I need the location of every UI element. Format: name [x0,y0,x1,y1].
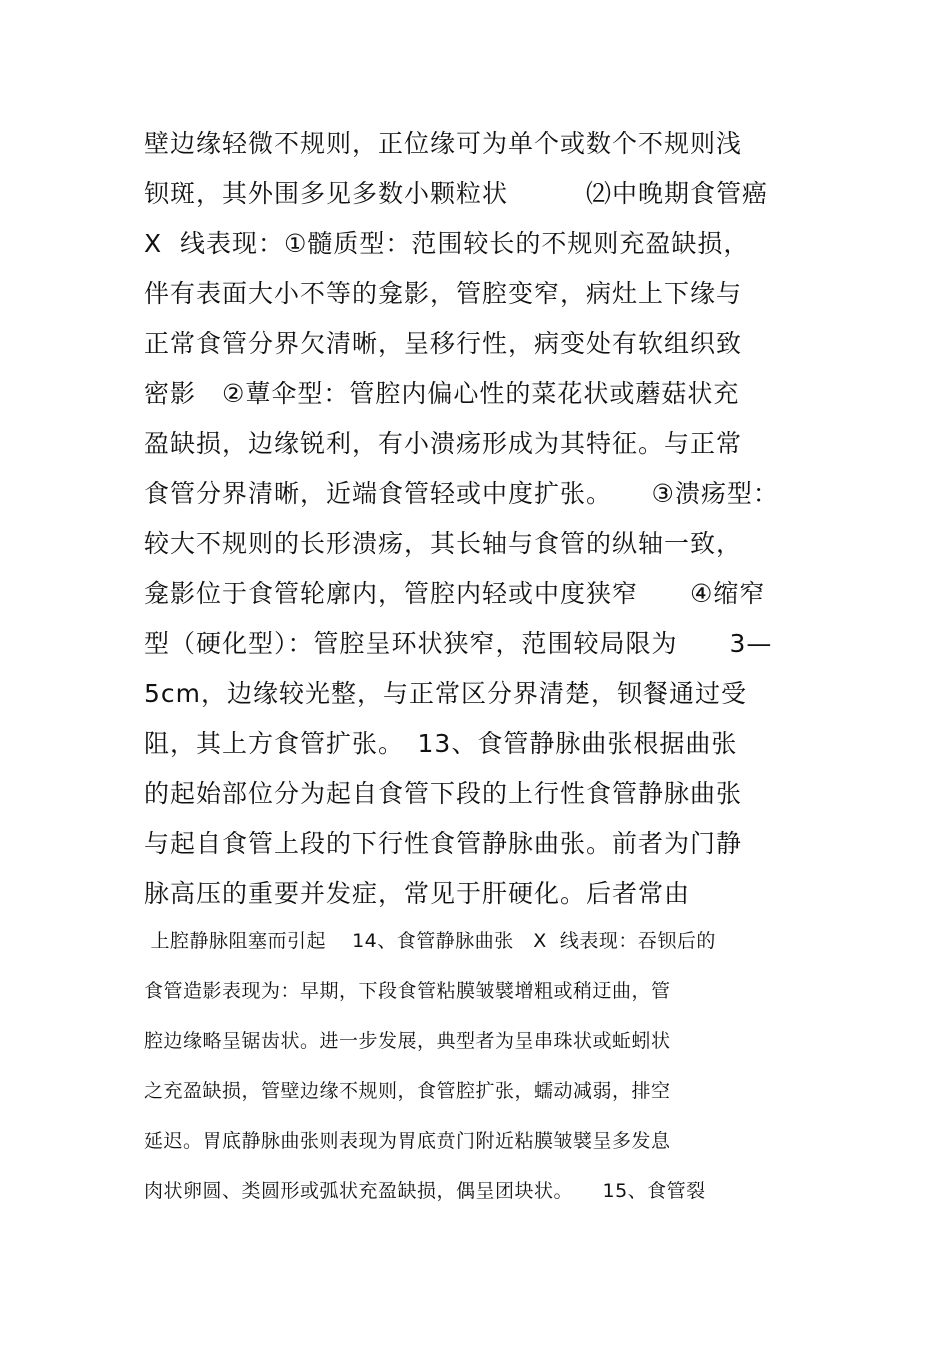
text-line-16: 脉高压的重要并发症，常见于肝硬化。后者常由 [144,879,691,908]
text-line-22: 肉状卵圆、类圆形或弧状充盈缺损，偶呈团块状。 15、食管裂 [144,1180,706,1202]
text-line-9: 较大不规则的长形溃疡，其长轴与食管的纵轴一致， [144,529,743,558]
text-line-18: 食管造影表现为：早期，下段食管粘膜皱襞增粗或稍迂曲，管 [144,980,671,1002]
text-line-2: 钡斑，其外围多见多数小颗粒状 ⑵中晚期食管癌 [144,179,769,208]
text-line-8: 食管分界清晰，近端食管轻或中度扩张。 ③溃疡型： [144,479,779,508]
text-line-19: 腔边缘略呈锯齿状。进一步发展，典型者为呈串珠状或蚯蚓状 [144,1030,671,1052]
text-line-13: 阻，其上方食管扩张。 13、食管静脉曲张根据曲张 [144,729,738,758]
text-line-5: 正常食管分界欠清晰，呈移行性，病变处有软组织致 [144,329,743,358]
text-line-4: 伴有表面大小不等的龛影，管腔变窄，病灶上下缘与 [144,279,743,308]
text-line-15: 与起自食管上段的下行性食管静脉曲张。前者为门静 [144,829,743,858]
text-line-3: X 线表现：①髓质型：范围较长的不规则充盈缺损， [144,229,750,258]
text-line-11: 型（硬化型）：管腔呈环状狭窄，范围较局限为 3— [144,629,773,658]
text-line-1: 壁边缘轻微不规则，正位缘可为单个或数个不规则浅 [144,129,743,158]
text-line-14: 的起始部位分为起自食管下段的上行性食管静脉曲张 [144,779,743,808]
text-line-17: 上腔静脉阻塞而引起 14、食管静脉曲张 X 线表现：吞钡后的 [144,930,716,952]
text-line-6: 密影 ②蕈伞型：管腔内偏心性的菜花状或蘑菇状充 [144,379,740,408]
text-line-20: 之充盈缺损，管壁边缘不规则，食管腔扩张，蠕动减弱，排空 [144,1080,671,1102]
text-line-10: 龛影位于食管轮廓内，管腔内轻或中度狭窄 ④缩窄 [144,579,766,608]
text-line-12: 5cm，边缘较光整，与正常区分界清楚，钡餐通过受 [144,679,748,708]
text-line-21: 延迟。胃底静脉曲张则表现为胃底贲门附近粘膜皱襞呈多发息 [144,1130,671,1152]
text-line-7: 盈缺损，边缘锐利，有小溃疡形成为其特征。与正常 [144,429,743,458]
